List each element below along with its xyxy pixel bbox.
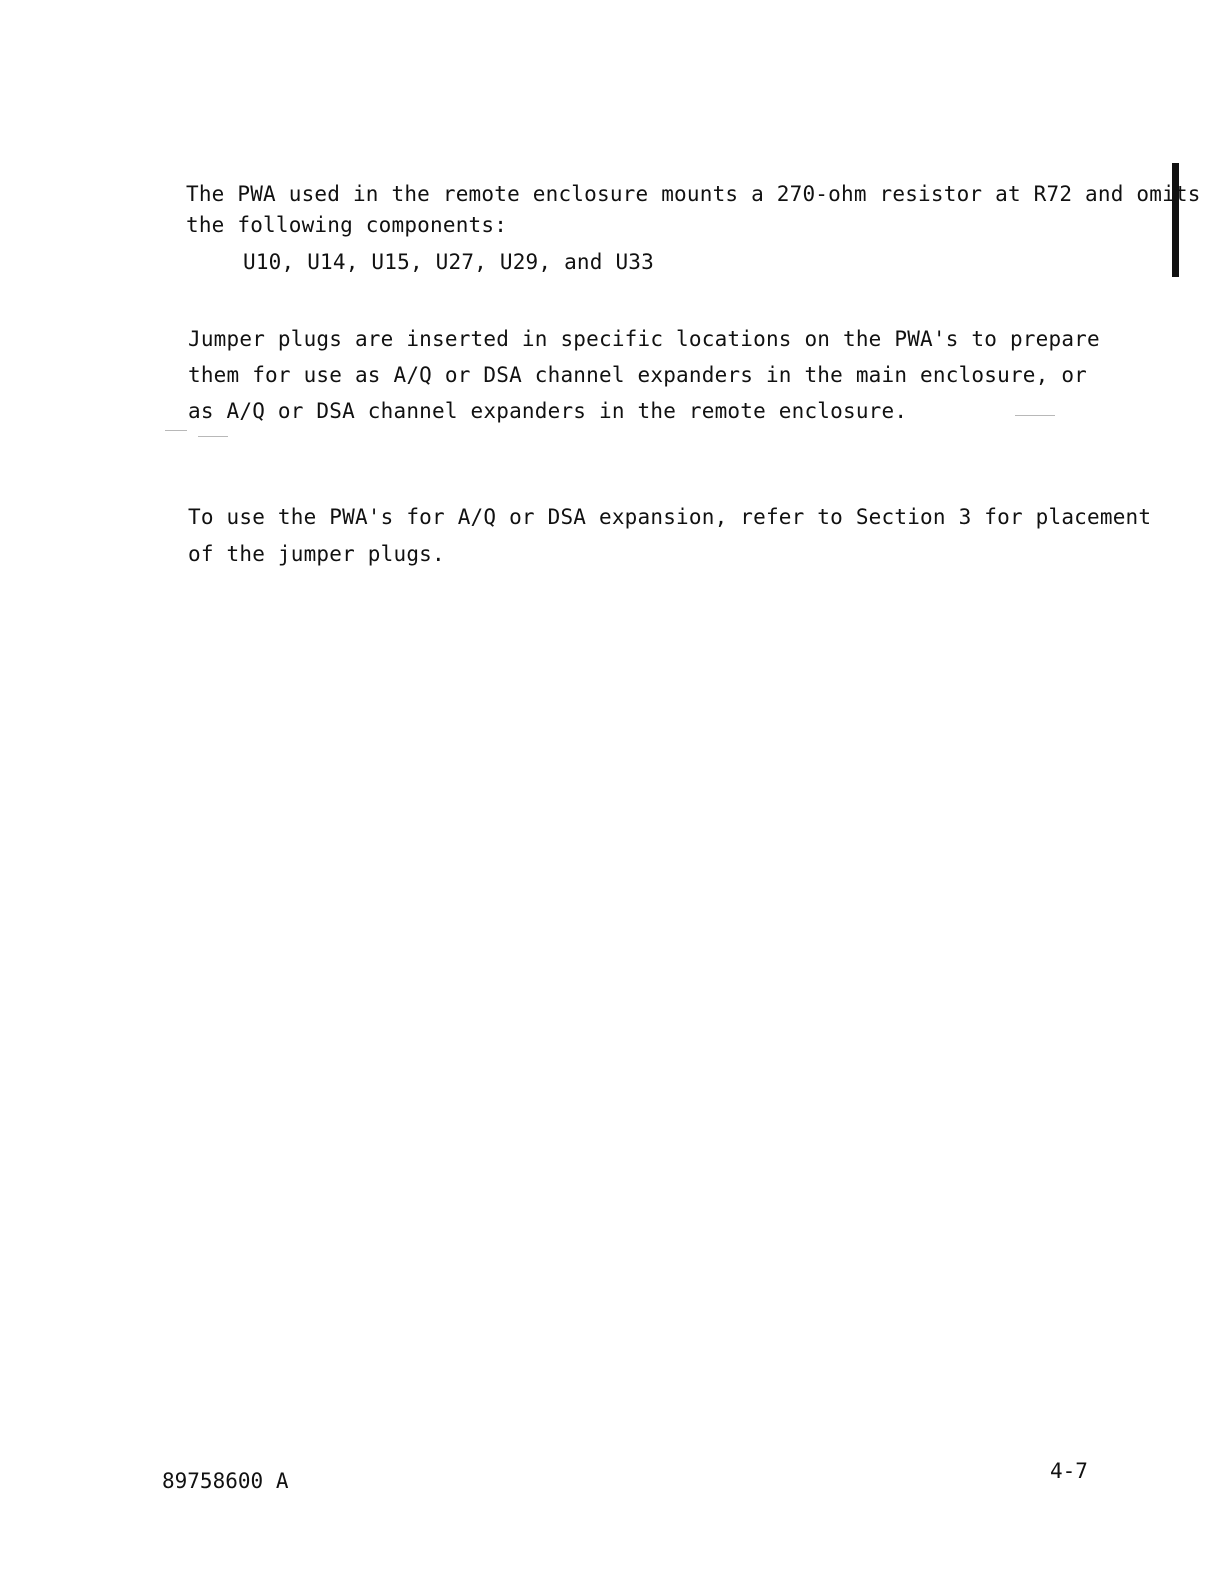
paragraph-1-line-2: the following components: [186,213,508,237]
scan-speck [1015,415,1055,416]
paragraph-3-line-1: To use the PWA's for A/Q or DSA expansion, refer to Section 3 for placement [188,505,1152,529]
component-list: U10, U14, U15, U27, U29, and U33 [243,250,654,274]
page-number: 4-7 [1050,1459,1088,1483]
document-number [162,1468,288,1494]
paragraph-3-line-2: of the jumper plugs. [188,542,445,566]
revision-letter: A [275,1469,289,1493]
paragraph-2-line-1: Jumper plugs are inserted in specific locations on the PWA's to prepare [188,327,1100,351]
scan-speck [198,436,228,437]
doc-number: 89758600 [162,1469,264,1493]
paragraph-1-line-1: The PWA used in the remote enclosure mounts a 270-ohm resistor at R72 and omits [186,182,1201,206]
paragraph-2-line-3: as A/Q or DSA channel expanders in the remote enclosure. [188,399,908,423]
scan-speck [165,430,187,431]
paragraph-2-line-2: them for use as A/Q or DSA channel expanders in the main enclosure, or [188,363,1088,387]
